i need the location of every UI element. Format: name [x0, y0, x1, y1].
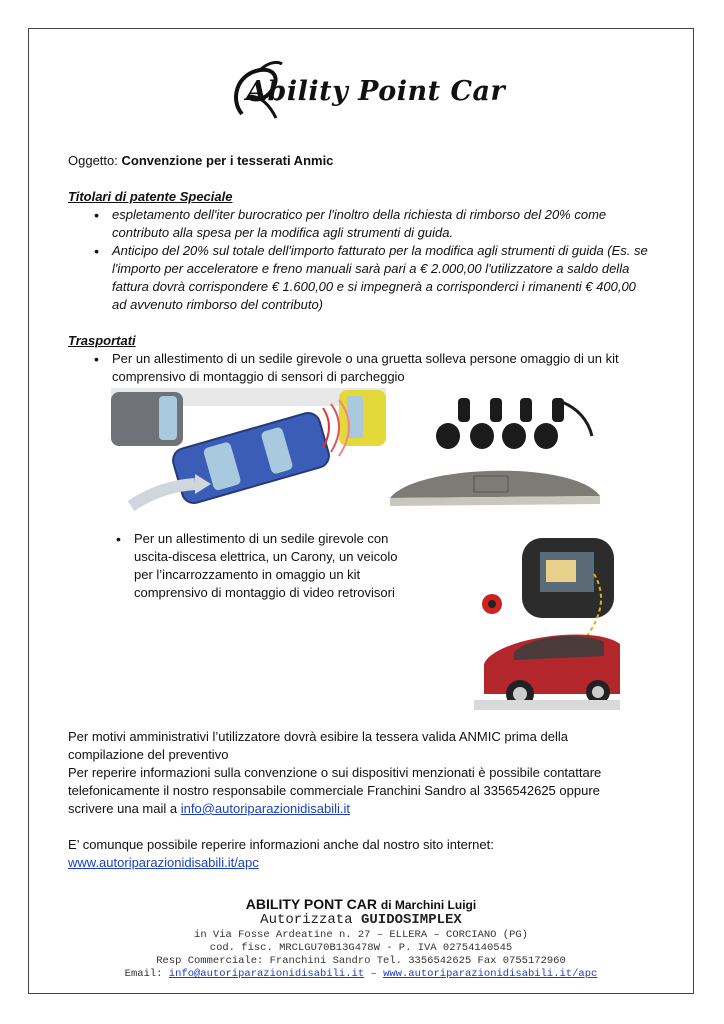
rear-camera-image: [474, 534, 620, 710]
list-item: • Per un allestimento di un sedile girevole con uscita-discesa elettrica, un Carony, un veicolo per l’incarrozzamento in omaggio un kit comprensivo di montaggio di video retrovisori: [112, 530, 412, 602]
section1-heading: Titolari di patente Speciale: [68, 189, 233, 204]
footer-owner: di Marchini Luigi: [380, 898, 477, 912]
footer-fiscal: cod. fisc. MRCLGU70B13G478W - P. IVA 02754140545: [209, 942, 513, 954]
footer-authorization: [28, 912, 694, 928]
logo-text: Ability Point Car: [246, 76, 506, 107]
footer-company: [28, 896, 694, 912]
section1-list: [90, 206, 650, 314]
section2-list-1: [90, 350, 650, 386]
footer-auth-label: Autorizzata: [260, 912, 353, 928]
footer-separator: –: [370, 968, 377, 980]
footer-company-name: ABILITY PONT CAR: [245, 896, 377, 912]
footer-contacts: [28, 968, 694, 980]
note-contact-text: Per reperire informazioni sulla convenzione o sui dispositivi menzionati è possibile contattare telefonicamente il nostro responsabile commerciale Franchini Sandro al 3356542625 oppure scrivere una mail a: [68, 765, 602, 816]
list-item: • Per un allestimento di un sedile girevole o una gruetta solleva persone omaggio di un kit comprensivo di montaggio di sensori di parcheggio: [90, 350, 650, 386]
note-website: E’ comunque possibile reperire informazioni anche dal nostro sito internet:: [68, 837, 494, 852]
note-anmic: Per motivi amministrativi l’utilizzatore dovrà esibire la tessera valida ANMIC prima della compilazione del preventivo: [68, 729, 568, 762]
footer-auth-brand: GUIDOSIMPLEX: [361, 912, 462, 928]
list-item: • espletamento dell'iter burocratico per l'inoltro della richiesta di rimborso del 20% come contributo alla spesa per la modifica agli strumenti di guida.: [90, 206, 650, 242]
footer-email-link[interactable]: info@autoriparazionidisabili.it: [168, 968, 365, 980]
subject-label: Oggetto:: [68, 153, 118, 168]
footer-email-label: Email:: [124, 968, 163, 980]
email-link[interactable]: info@autoriparazionidisabili.it: [180, 801, 351, 816]
section2-list-2: [112, 530, 412, 602]
website-line: [68, 854, 259, 872]
footer-website-link[interactable]: www.autoriparazionidisabili.it/apc: [383, 968, 598, 980]
parking-sensors-image: [386, 390, 604, 516]
website-link[interactable]: www.autoriparazionidisabili.it/apc: [68, 855, 259, 870]
subject-value: Convenzione per i tesserati Anmic: [121, 153, 334, 168]
list-item: • Anticipo del 20% sul totale dell'importo fatturato per la modifica agli strumenti di guida (Es. se l'importo per acceleratore e freno manuali sarà pari a € 2.000,00 l'utilizzatore a saldo della fattura dovrà corrispondere € 1.600,00 e si impegnerà a corrisponderci i rimanenti € 400,00 ad avvenuto rimborso del contributo): [90, 242, 650, 314]
subject-line: [68, 152, 333, 170]
footer-commercial: Resp Commerciale: Franchini Sandro Tel. 3356542625 Fax 0755172960: [156, 955, 566, 967]
section2-heading: Trasportati: [68, 333, 136, 348]
parking-illustration: [111, 388, 386, 512]
footer-address: in Via Fosse Ardeatine n. 27 – ELLERA – CORCIANO (PG): [194, 929, 528, 941]
note-contact: [68, 764, 628, 818]
